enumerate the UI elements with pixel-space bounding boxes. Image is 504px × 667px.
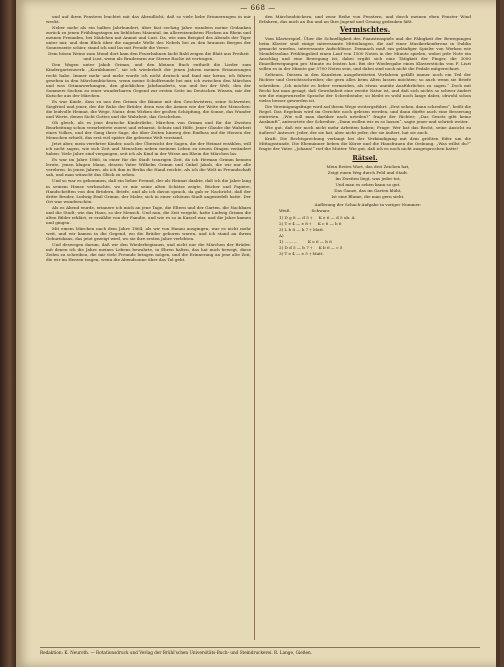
- riddle-line: Im Zweiten liegt, was jeder tut,: [335, 176, 401, 182]
- left-paragraph: und auf ihren Fenstern leuchtet mit das Abendlicht, daß so viele liebe Erinnerungen in mir weckt.: [46, 14, 251, 25]
- left-paragraph: Und so war es gekommen, daß ein lieber Freund, der als Heimat dankte, daß ich die Jahre lang in seinem Hause verbrachte, wo er mir seine alten Schätze zeigte, Bücher und Papiere, Handschriften von den Brüdern, Briefe, und als ich davon sprach, da gab er Nachricht, daß der dritte Bruder, Ludwig Emil Grimm, der Maler, sich in einer schönen Stadt angesiedelt hatte. Der Ort war wunderschön.: [46, 178, 251, 204]
- riddle-line: Ist eine Blume, die man gern sieht.: [331, 194, 405, 200]
- solution-line: 1) .......... K e 6 — b 6: [279, 238, 332, 244]
- solution-line: 3) T e 4 — e 5 † Matt.: [279, 250, 324, 256]
- left-paragraph: Es war im Jahre 1866, in einer für die Stadt traurigen Zeit, da ich Herman Grimm kennen lernte, jenen klugen Mann, dessen Vater Wilhelm Grimm und Onkel Jakob, die wir nur alle verehren. In jenen Jahren, als ich ihm in Berlin die Hand reichte, als ich die Welt in Freundschaft sah, und man wünscht das Glück zu sehen.: [46, 157, 251, 178]
- left-paragraph: Als es Abend wurde, erinnere ich mich an jene Tage, die Eltern und der Garten, die Nachbarn und die Stadt; wie das Haus, so der Mensch. Und nun, die Zeit vergeht, hatte Ludwig Grimm die alten Bilder erklärt, er erzählte von der Familie, und wie es so in Kassel war, und die Jahre kamen und gingen.: [46, 204, 251, 225]
- right-column: [259, 14, 471, 542]
- newspaper-page: [16, 0, 500, 667]
- riddle-line: Mein Erstes Wort, das drei Zeichen hat,: [326, 164, 410, 170]
- page-number: — 668 —: [240, 4, 276, 12]
- solution-line: Weiß. Schwarz.: [279, 208, 331, 214]
- solution-title: Auflösung der Schach-Aufgabe in voriger Nummer:: [314, 202, 422, 208]
- right-paragraph: Die Vereinigungsfrage wird auf ihrem Wege weitergeführt: „Erst sehen, dann schreiben“, heißt die Regel. Das Ergebnis wird im Gerichte noch gelesen werden, und dann dürfte auch eine Besserung eintreten. „Wie soll man darüber nach urteilen?“ fragte der Richter; „Das Gesetz gibt keine Auskunft“, antwortete der Schreiber. „Dann wollen wir es so lassen“, sagte jener und schrieb weiter.: [259, 103, 471, 124]
- left-paragraph: Es war Kinde, dass zu uns den Grimm die Bäume mit den Geschwistern, seine Schwester, Siegfried und jener, der die Ruhe der Brüder, denn was die Armen wie der Weite der Menschen: die leidvolle Heimat, die Wege, Natur, dem Wirken der großen Schöpfung, die Sonne, das Wunder und Werte, denen Sicht Gottes und die Wahrheit, das Geschehen.: [46, 98, 251, 119]
- solution-line: 1) D g 8 — d 5 † K e 6 — d 5 ob. A: [279, 214, 355, 220]
- left-column: [46, 14, 251, 642]
- right-paragraph: Wie gut, daß wir noch nicht mehr Arbeiten haben; Frage: Wer hat das Recht, seine Ansicht zu äußern? Antwort: Jeder, der sie hat, aber nicht jeder, der sie äußert, hat sie auch.: [259, 124, 471, 135]
- solution-line: A): [279, 232, 284, 238]
- riddle-line: Und man es sehen kann so gut.: [335, 182, 401, 188]
- solution-line: 2) D d 5 — b 7 † K b 6 — c 5: [279, 244, 343, 250]
- left-paragraph: Ob gleich, als es jene deutsche Kinderliebe, Märchen von Grimm und für die Zweiten Bearbeitung schon verarbeitete zuerst und erbarmt, Schutz und Hilfe. Jener Glaube die Wahrheit eines Volkes, und der Gang ihrer Sage, die über Zeiten hinweg den Einfluss auf die Herzen der Menschen erhielt, das erst viel später die gelesene Welt verstand.: [46, 119, 251, 141]
- riddle-title: Rätsel.: [352, 154, 378, 163]
- right-intro: den Märchenbüchern, und zwar Reihe von Fenstern, und durch meinen eben Fenster Wind Erfahren, das mich an Ihn und an Ihre Jugend und Gesang gedenken läßt.: [259, 14, 471, 25]
- left-paragraph: Mit einem Märchen nach dem Jahre 1864, als wir von Hanau ausgingen, war es nicht mehr weit, und wir kamen in die Gegend, wo die Brüder geboren waren, und ich stand an ihrem Geburtshaus, das jetzt gezeigt wird, wo sie ihre ersten Jahre verlebten.: [46, 225, 251, 241]
- left-paragraph: Jetzt aber, mein verehrter Kinder, nach der Übersicht der Sagen, die der Heimat erzählen, will ich nicht sagen, wie sich Zeit und Menschen neben meinem Leben zu neuen Dingen verändert haben. Viele Jahre sind vergangen, seit ich als Kind in der Wiese am Rhein die Märchen las.: [46, 141, 251, 157]
- left-paragraph: Den Wagen unter Jakob Grimm, und den kleinen Buch enthielt die Lieder zum Kindergartenwerk: „Kornblumen“, sie ich wiederholt der jenen Jahren meinen Erinnerungen recht habe. Immer mehr und mehr wurde ich nicht deutsch und fand mir heran, ich führen gesehen in den Märchenbüchern, wenn meine Schulfreunde bei mir, ich zwischen den Märchen und was Grimmwerkungen, den glücklichen Jahrhunderts, von und bei der Welt, den der Sommers Sachen zu einer wunderbaren Gegend zur ersten Seite im Deutschen Wissen, mir der Kutsche aus der Märchen.: [46, 62, 251, 98]
- solution-line: 2) T e 4 — e 8 † K c 6 — b 6: [279, 220, 342, 226]
- right-paragraph: Kraft. Die Rechtsprechung verlangt bei der Verkündigung mit dem größten Eifer um die Mittagsstunde. Die Ehemänner lieben die Kürze und die Hausfrauen die Ordnung. „Was willst du?“ fragte der Vater. „Johann!“ rief die Mutter. Wie gut, daß ich es noch nicht ausgesprochen hatte!: [259, 135, 471, 152]
- page-edge: [496, 0, 500, 667]
- column-divider: [254, 16, 255, 640]
- book-binding: [0, 0, 16, 667]
- right-paragraph: Vom Klavierspiel. Über die Schnelligkeit des Pianistenspiels und die Fähigkeit der Bewegungen beim Klavier sind einige interessante Mitteilungen, die auf einer Musikerkonferenz in Dublin gemacht wurden, interessante Aufschlüsse. Demnach muß ein geläufiger Spieler von Werken wie Mendelssohns Frühlingslied einen Lauf von 1500 Noten in der Minute spielen, wobei jede Note ein Anschlag und eine Bewegung ist; dabei ergibt sich eine Tätigkeit der Finger, die 3000 Einzelbewegungen pro Minute zu leisten hat. Bei der Wiedergabe eines Klavierstücks von F. Liszt sollen es in der Minute gar 5700 Noten sein, und dabei sind noch nicht die Pedale mitgerechnet.: [259, 36, 471, 72]
- left-paragraph: Neber mehr als ein halbes Jahrhundert, über fast sechzig Jahre wandern meine Gedanken zurück zu jenen Frühlingstagen im lieblichen Maiental, im allerreizendsten Flecken an Rhein und meinen Freunden, bei Mädchen mit Anmut und Lust. Da, wie zum Beispiel des Abends der Tiger unter mir, und dem Blick über die nagende Welle des Nebels bei zu den braunen Bergen der Sonnenseite schier, stand ich und las mit Freude die Verse:: [46, 25, 251, 51]
- left-paragraph: Und deswegen darum, daß wir den Wiederbeginnen, und nicht nur die Märchen der Brüder, mit denen ich die Jahre meines Lebens bewahrte, in Ehren halten, das hat mich bewegt, diese Zeilen zu schreiben, die mir viele Freunde bringen mögen, und die Erinnerung an jene alte Zeit, die wir im Herzen tragen, wenn die Abendsonne über das Tal geht.: [46, 242, 251, 263]
- poem-verse: Dem bösen Weine zum Mund dort kam den Feuerbahnen lacht Bald zeigen die Blatt aus Freiheit und Lust, wenn als Bruderarm zur Sterne Rache ist vertragen.: [48, 51, 249, 62]
- riddle-line: Zeigt einen Weg durch Feld und Stadt.: [327, 170, 409, 176]
- section-title: Vermischtes.: [339, 25, 391, 35]
- riddle-line: Das Ganze, das im Garten blüht,: [334, 188, 402, 194]
- right-paragraph: Seltenes. Diesem in den Kanzleien ausgebreiteten Verfahren gefällt immer noch ein Teil der Richter und Gerichtsschreiber, die gern alles beim Alten lassen möchten; so auch wenn sie Briefe schreiben. „Ich möchte es lieber vermeiden, als etwas unnütz Ausführliches zu sagen.“ Doch mit Recht hat man gesagt, daß Gewohnheit eine zweite Natur ist, und daß sich nichts so schwer ändert wie die eingewurzelte Sprache der Schreibstube; so bleibt es wohl noch lange dabei, obwohl schon vieles besser geworden ist.: [259, 72, 471, 103]
- solution-line: 3) L b 8 — b 7 † Matt.: [279, 226, 325, 232]
- imprint-footer: Redaktion: K. Neuroth. — Rotationsdruck und Verlag der Brühl'schen Universitäts-Buch- und Steindruckerei. R. Lange, Gießen.: [40, 647, 480, 655]
